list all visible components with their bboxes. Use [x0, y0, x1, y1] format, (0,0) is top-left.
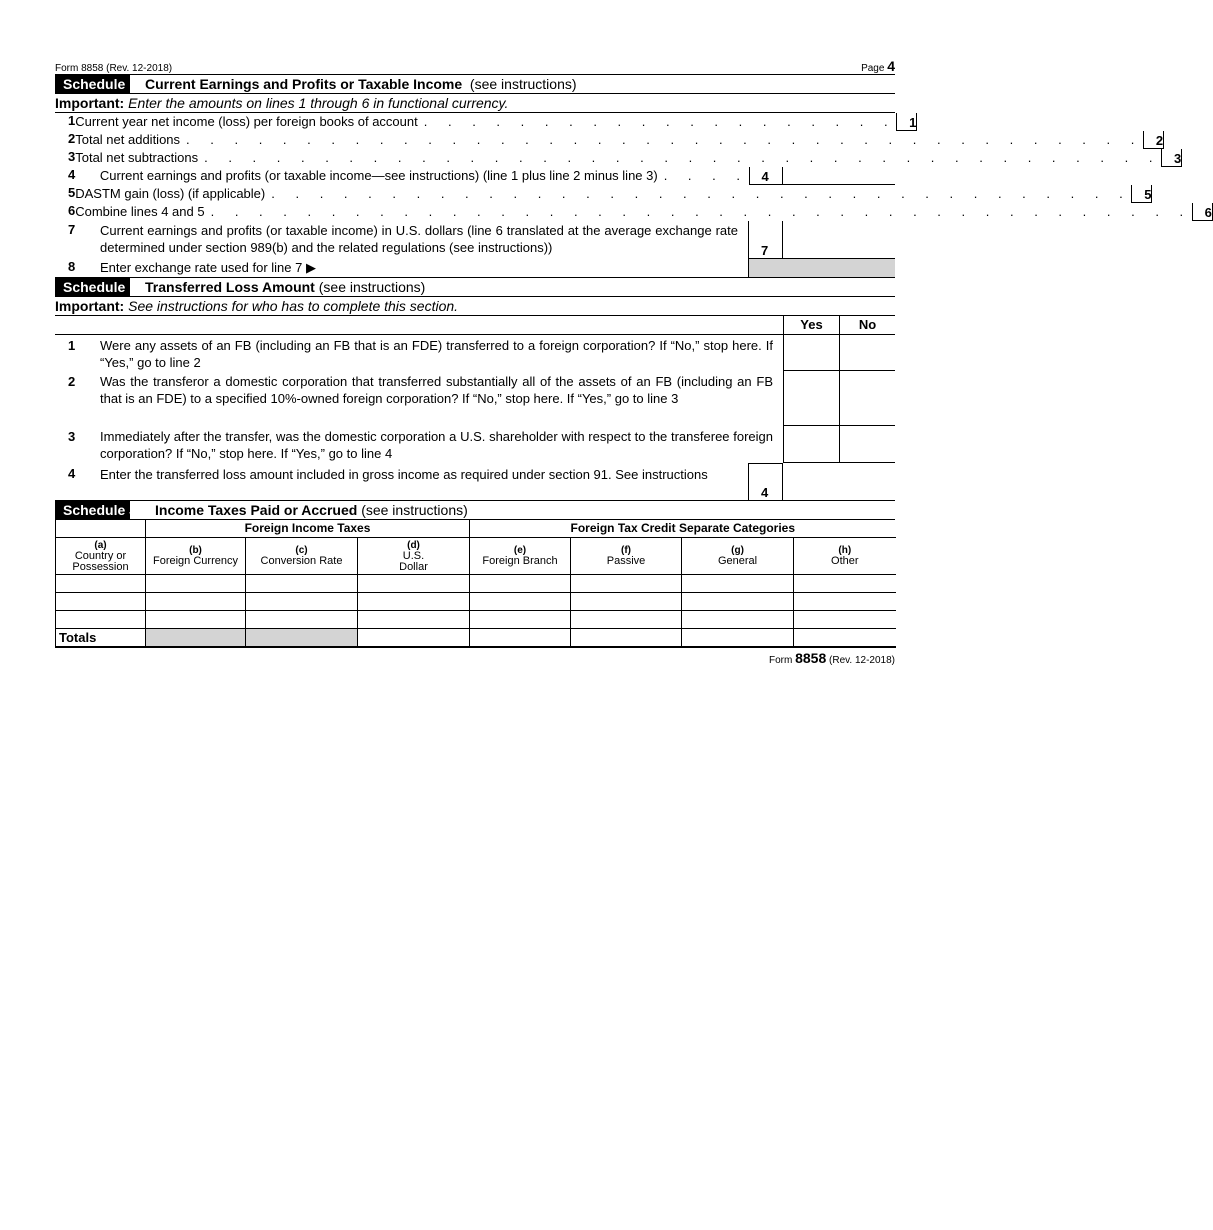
sched-h-line-6: 6 Combine lines 4 and 5 . . . . . . . . . . . . . . . . . . . . . . . . . . . . . . . . . . . . . . . . . 6: [68, 203, 1212, 220]
schedule-i-important: Important: See instructions for who has to complete this section.: [55, 297, 895, 316]
form-id: Form 8858 (Rev. 12-2018): [55, 63, 173, 74]
sched-i-q2-no[interactable]: [839, 371, 895, 426]
sched-i-q3-no[interactable]: [839, 426, 895, 463]
sched-h-line-1: 1 Current year net income (loss) per foreign books of account . . . . . . . . . . . . . . . . . . . . 1: [68, 113, 917, 130]
form-page: [55, 55, 1212, 666]
schedule-j-table: [55, 520, 896, 648]
col-a-header: (a) Country or Possession: [56, 538, 146, 575]
sched-i-line-4-amount[interactable]: [782, 463, 895, 500]
schedule-j-title: Income Taxes Paid or Accrued (see instructions): [155, 502, 468, 518]
totals-other[interactable]: [794, 629, 896, 648]
table-row: [56, 593, 896, 611]
schedule-i-title: Transferred Loss Amount (see instructions): [145, 279, 426, 295]
totals-us-dollar[interactable]: [358, 629, 470, 648]
table-row: [56, 575, 896, 593]
col-d-header: (d) U.S. Dollar: [358, 538, 470, 575]
schedule-h-tag: Schedule H: [55, 75, 130, 93]
sched-i-q1-yes[interactable]: [783, 335, 839, 371]
schedule-j-tag: Schedule J: [55, 501, 130, 519]
sched-h-line-7-amount[interactable]: [782, 221, 895, 259]
group-foreign-income-taxes: Foreign Income Taxes: [146, 520, 470, 538]
group-ftc-categories: Foreign Tax Credit Separate Categories: [470, 520, 896, 538]
schedule-j-header: [55, 501, 895, 520]
totals-passive[interactable]: [571, 629, 682, 648]
sched-i-question-2: 2 Was the transferor a domestic corporation that transferred substantially all of the assets of an FB (including an FB that is an FDE) to a specified 10%-owned foreign corporation? If “No,” stop here. If “Yes,” go to line 3: [55, 371, 895, 426]
sched-i-q3-yes[interactable]: [783, 426, 839, 463]
sched-i-q1-no[interactable]: [839, 335, 895, 371]
sched-h-line-1-amount[interactable]: [916, 113, 917, 131]
sched-i-q2-yes[interactable]: [783, 371, 839, 426]
totals-general[interactable]: [682, 629, 794, 648]
col-h-header: (h) Other: [794, 538, 896, 575]
yes-column-label: Yes: [783, 316, 839, 334]
schedule-h-title: Current Earnings and Profits or Taxable Income (see instructions): [145, 76, 577, 92]
sched-h-line-3-amount[interactable]: [1181, 149, 1182, 167]
schedule-i-tag: Schedule I: [55, 278, 130, 296]
page-footer: Form 8858 (Rev. 12-2018): [768, 650, 895, 666]
schedule-h-important: Important: Enter the amounts on lines 1 through 6 in functional currency.: [55, 94, 895, 113]
totals-foreign-branch[interactable]: [470, 629, 571, 648]
totals-row: [56, 629, 896, 648]
page-number: Page 4: [861, 58, 895, 74]
col-b-header: (b) Foreign Currency: [146, 538, 246, 575]
col-e-header: (e) Foreign Branch: [470, 538, 571, 575]
schedule-h-header: [55, 75, 895, 94]
sched-i-question-1: 1 Were any assets of an FB (including an FB that is an FDE) transferred to a foreign corporation? If “No,” stop here. If “Yes,” go to line 2: [55, 335, 895, 371]
sched-h-line-4: 4 Current earnings and profits (or taxable income—see instructions) (line 1 plus line 2 minus line 3) . . . . 4: [55, 167, 895, 185]
sched-h-line-5: 5 DASTM gain (loss) (if applicable) . . . . . . . . . . . . . . . . . . . . . . . . . . . . . . . . . . . . 5: [68, 185, 1152, 202]
yes-no-header: [55, 316, 895, 335]
sched-i-line-4: 4 Enter the transferred loss amount included in gross income as required under section 91. See instructions 4: [55, 463, 895, 501]
table-row: [56, 611, 896, 629]
sched-h-line-2-amount[interactable]: [1163, 131, 1164, 149]
col-f-header: (f) Passive: [571, 538, 682, 575]
col-c-header: (c) Conversion Rate: [246, 538, 358, 575]
schedule-i-header: [55, 278, 895, 297]
totals-label: Totals: [56, 629, 146, 648]
sched-h-line-3: 3 Total net subtractions . . . . . . . . . . . . . . . . . . . . . . . . . . . . . . . . . . . . . . . . 3: [68, 149, 1182, 166]
sched-h-line-4-amount[interactable]: [782, 167, 895, 185]
sched-h-line-7: 7 Current earnings and profits (or taxable income) in U.S. dollars (line 6 translated at the average exchange rate determined under section 989(b) and the related regulations (see instructions)) 7: [55, 221, 895, 259]
col-g-header: (g) General: [682, 538, 794, 575]
sched-h-line-5-amount[interactable]: [1151, 185, 1152, 203]
sched-h-line-8: 8 Enter exchange rate used for line 7 ▶: [55, 259, 895, 278]
sched-h-line-2: 2 Total net additions . . . . . . . . . . . . . . . . . . . . . . . . . . . . . . . . . . . . . . . . 2: [68, 131, 1164, 148]
no-column-label: No: [839, 316, 895, 334]
sched-h-line-8-shaded: [748, 259, 895, 277]
sched-i-question-3: 3 Immediately after the transfer, was the domestic corporation a U.S. shareholder with respect to the transferee foreign corporation? If “No,” stop here. If “Yes,” go to line 4: [55, 426, 895, 463]
page-header: [55, 55, 895, 75]
